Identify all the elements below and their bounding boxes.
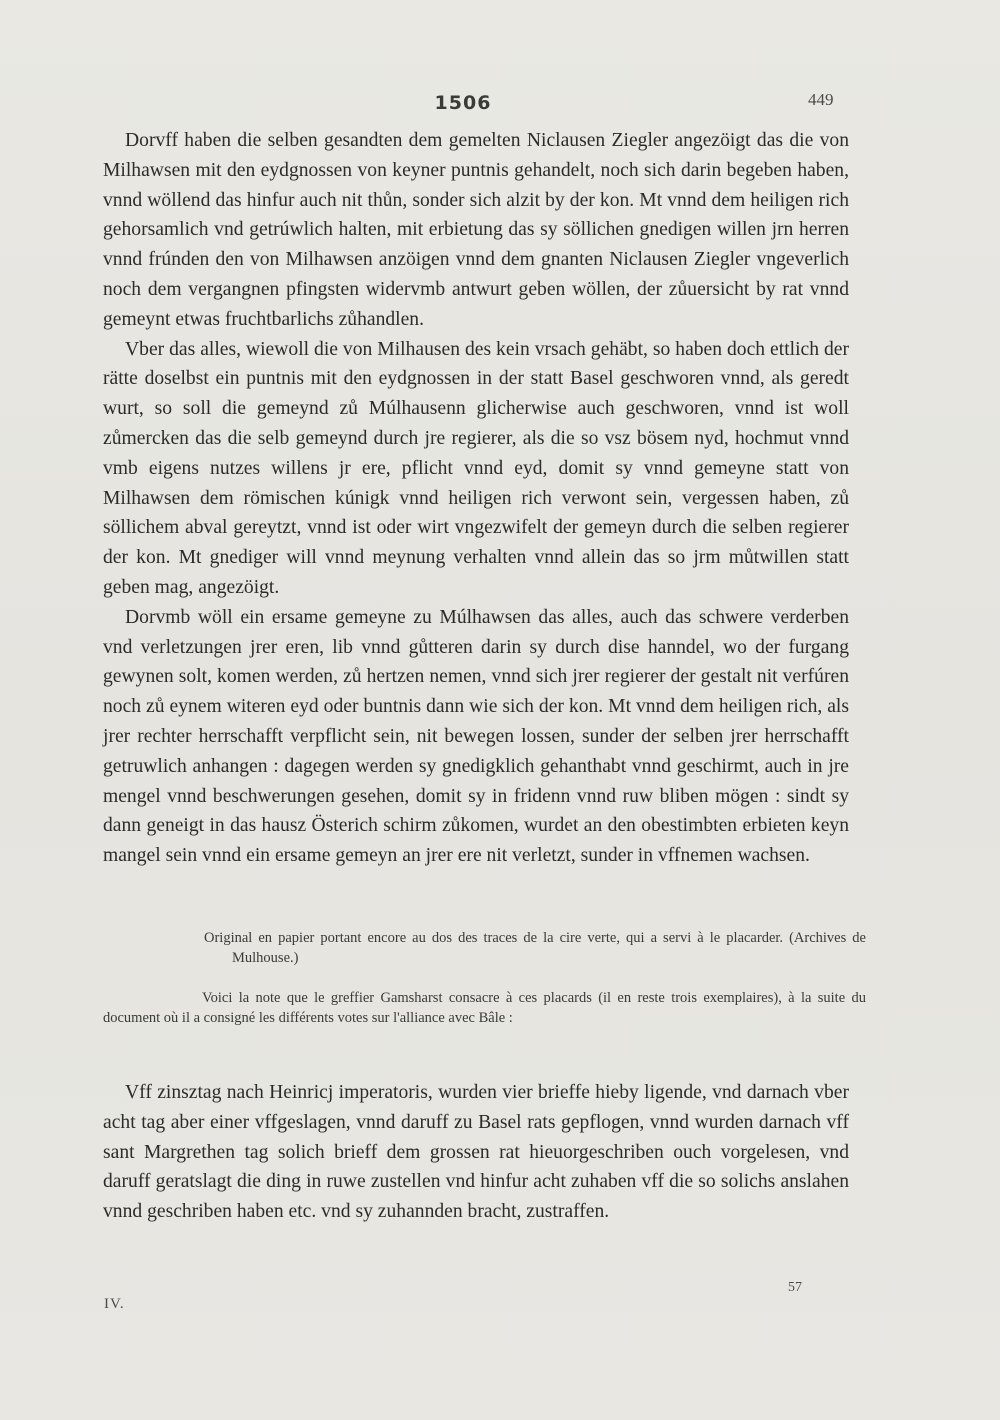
quoted-paragraph: Vff zinsztag nach Heinricj imperatoris, wurden vier brieffe hieby ligende, vnd darnach vber acht tag aber einer vffgeslagen, vnnd daruff zu Basel rats gepflogen, vnnd wurden darnach vff sant Margrethen tag solich brieff dem grossen rat hieuorgeschriben ouch vorgelesen, vnd daruff geratslagt die ding in ruwe zustellen vnd hinfur acht zuhaben vff die so solichs anslahen vnnd geschriben haben etc. vnd sy zuhannden bracht, zustraffen.	[103, 1082, 849, 1223]
main-paragraph-2: Vber das alles, wiewoll die von Milhausen des kein vrsach gehäbt, so haben doch ettlich der rätte doselbst ein puntnis mit den eydgnossen in der statt Basel geschworen vnnd, als geredt wurt, so soll die gemeynd zů Múlhausenn glicherwise auch geschworen, vnnd ist woll zůmercken das die selb gemeynd durch jre regierer, als die so vsz bösem nyd, hochmut vnnd vmb eigens nutzes willens jr ere, pflicht vnnd eyd, domit sy vnnd gemeyne statt von Milhawsen dem römischen kúnigk vnnd heiligen rich verwont sein, vergessen haben, zů söllichem abval gereytzt, vnnd ist oder wirt vngezwifelt der gemeyn durch die selben regierer der kon. Mt gnediger will vnnd meynung verhalten vnnd allein das so jrm můtwillen statt geben mag, angezöigt.	[103, 338, 849, 598]
source-note-text: Original en papier portant encore au dos des traces de la cire verte, qui a servi à le placarder. (Archives de Mulhouse.)	[204, 930, 866, 966]
main-paragraph-3: Dorvmb wöll ein ersame gemeyne zu Múlhawsen das alles, auch das schwere verderben vnd verletzungen jrer eren, lib vnnd gůtteren darin sy durch dise hanndel, wo der furgang gewynen solt, komen werden, zů hertzen nemen, vnnd sich jrer regierer der gestalt nit verfúren noch zů eynem witeren eyd oder buntnis dann wie sich der kon. Mt vnnd dem heiligen rich, als jrer rechter herrschafft verpflicht sein, nit bewegen lossen, sunder der selben jrer herrschafft getruwlich anhangen : dagegen werden sy gnedigklich gehanthabt vnnd geschirmt, auch in jre mengel vnnd beschwerungen gesehen, domit sy in fridenn vnnd ruw bliben mögen : sindt sy dann geneigt in das hausz Österich schirm zůkomen, wurdet an den obestimbten erbieten keyn mangel sein vnnd ein ersame gemeyn an jrer ere nit verletzt, sunder in vffnemen wachsen.	[103, 606, 849, 867]
main-text-block	[103, 126, 849, 871]
editor-intro-note: Voici la note que le greffier Gamsharst consacre à ces placards (il en reste trois exemplaires), à la suite du document où il a consigné les différents votes sur l'alliance avec Bâle :	[103, 990, 866, 1026]
source-note	[130, 928, 866, 968]
page-number: 449	[808, 90, 834, 109]
quoted-note-block	[103, 1078, 849, 1227]
signature-mark: 57	[788, 1280, 802, 1295]
page-year-heading: 1506	[434, 92, 492, 114]
main-paragraph-1: Dorvff haben die selben gesandten dem gemelten Niclausen Ziegler angezöigt das die von Milhawsen mit den eydgnossen von keyner puntnis gehandelt, noch sich darin begeben haben, vnnd wöllend das hinfur auch nit thůn, sonder sich alzit by der kon. Mt vnnd dem heiligen rich gehorsamlich vnd getrúwlich halten, mit erbietung das sy söllichen gnedigen willen jrn herren vnnd frúnden den von Milhawsen anzöigen vnnd dem gnanten Niclausen Ziegler vngeverlich noch dem vergangnen pfingsten widervmb antwurt geben wöllen, der zůuersicht by rat vnnd gemeynt etwas fruchtbarlichs zůhandlen.	[103, 130, 849, 330]
volume-mark: IV.	[104, 1296, 125, 1312]
